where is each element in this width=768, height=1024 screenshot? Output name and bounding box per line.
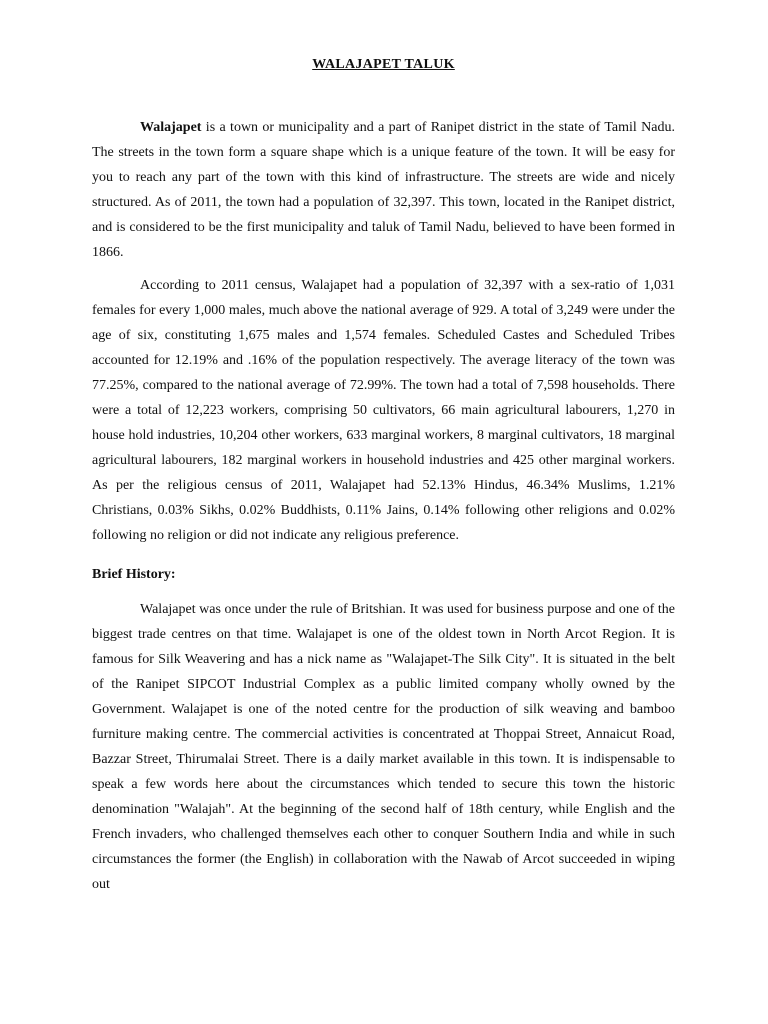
intro-text: is a town or municipality and a part of Ranipet district in the state of Tamil Nadu. The streets in the town form a square shape which is a unique feature of the town. It will be easy for you to reach any part of the town with this kind of infrastructure. The streets are wide and nicely structured. As of 2011, the town had a population of 32,397. This town, located in the Ranipet district, and is considered to be the first municipality and taluk of Tamil Nadu, believed to have been formed in 1866. [92, 120, 675, 260]
intro-paragraph [92, 115, 675, 265]
census-paragraph: According to 2011 census, Walajapet had a population of 32,397 with a sex-ratio of 1,031 females for every 1,000 males, much above the national average of 929. A total of 3,249 were under the age of six, constituting 1,675 males and 1,574 females. Scheduled Castes and Scheduled Tribes accounted for 12.19% and .16% of the population respectively. The average literacy of the town was 77.25%, compared to the national average of 72.99%. The town had a total of 7,598 households. There were a total of 12,223 workers, comprising 50 cultivators, 66 main agricultural labourers, 1,270 in house hold industries, 10,204 other workers, 633 marginal workers, 8 marginal cultivators, 18 marginal agricultural labourers, 182 marginal workers in household industries and 425 other marginal workers. As per the religious census of 2011, Walajapet had 52.13% Hindus, 46.34% Muslims, 1.21% Christians, 0.03% Sikhs, 0.02% Buddhists, 0.11% Jains, 0.14% following other religions and 0.02% following no religion or did not indicate any religious preference. [92, 278, 675, 543]
intro-lead-term: Walajapet [140, 120, 202, 135]
history-paragraph: Walajapet was once under the rule of Britshian. It was used for business purpose and one of the biggest trade centres on that time. Walajapet is one of the oldest town in North Arcot Region. It is famous for Silk Weavering and has a nick name as "Walajapet-The Silk City". It is situated in the belt of the Ranipet SIPCOT Industrial Complex as a public limited company wholly owned by the Government. Walajapet is one of the noted centre for the production of silk weaving and bamboo furniture making centre. The commercial activities is concentrated at Thoppai Street, Annaicut Road, Bazzar Street, Thirumalai Street. There is a daily market available in this town. It is indispensable to speak a few words here about the circumstances which tended to secure this town the historic denomination "Walajah". At the beginning of the second half of 18th century, while English and the French invaders, who challenged themselves each other to conquer Southern India and while in such circumstances the former (the English) in collaboration with the Nawab of Arcot succeeded in wiping out [92, 602, 675, 892]
section-heading-brief-history: Brief History: [92, 567, 176, 582]
document-page [92, 48, 675, 897]
document-title: WALAJAPET TALUK [312, 57, 455, 72]
